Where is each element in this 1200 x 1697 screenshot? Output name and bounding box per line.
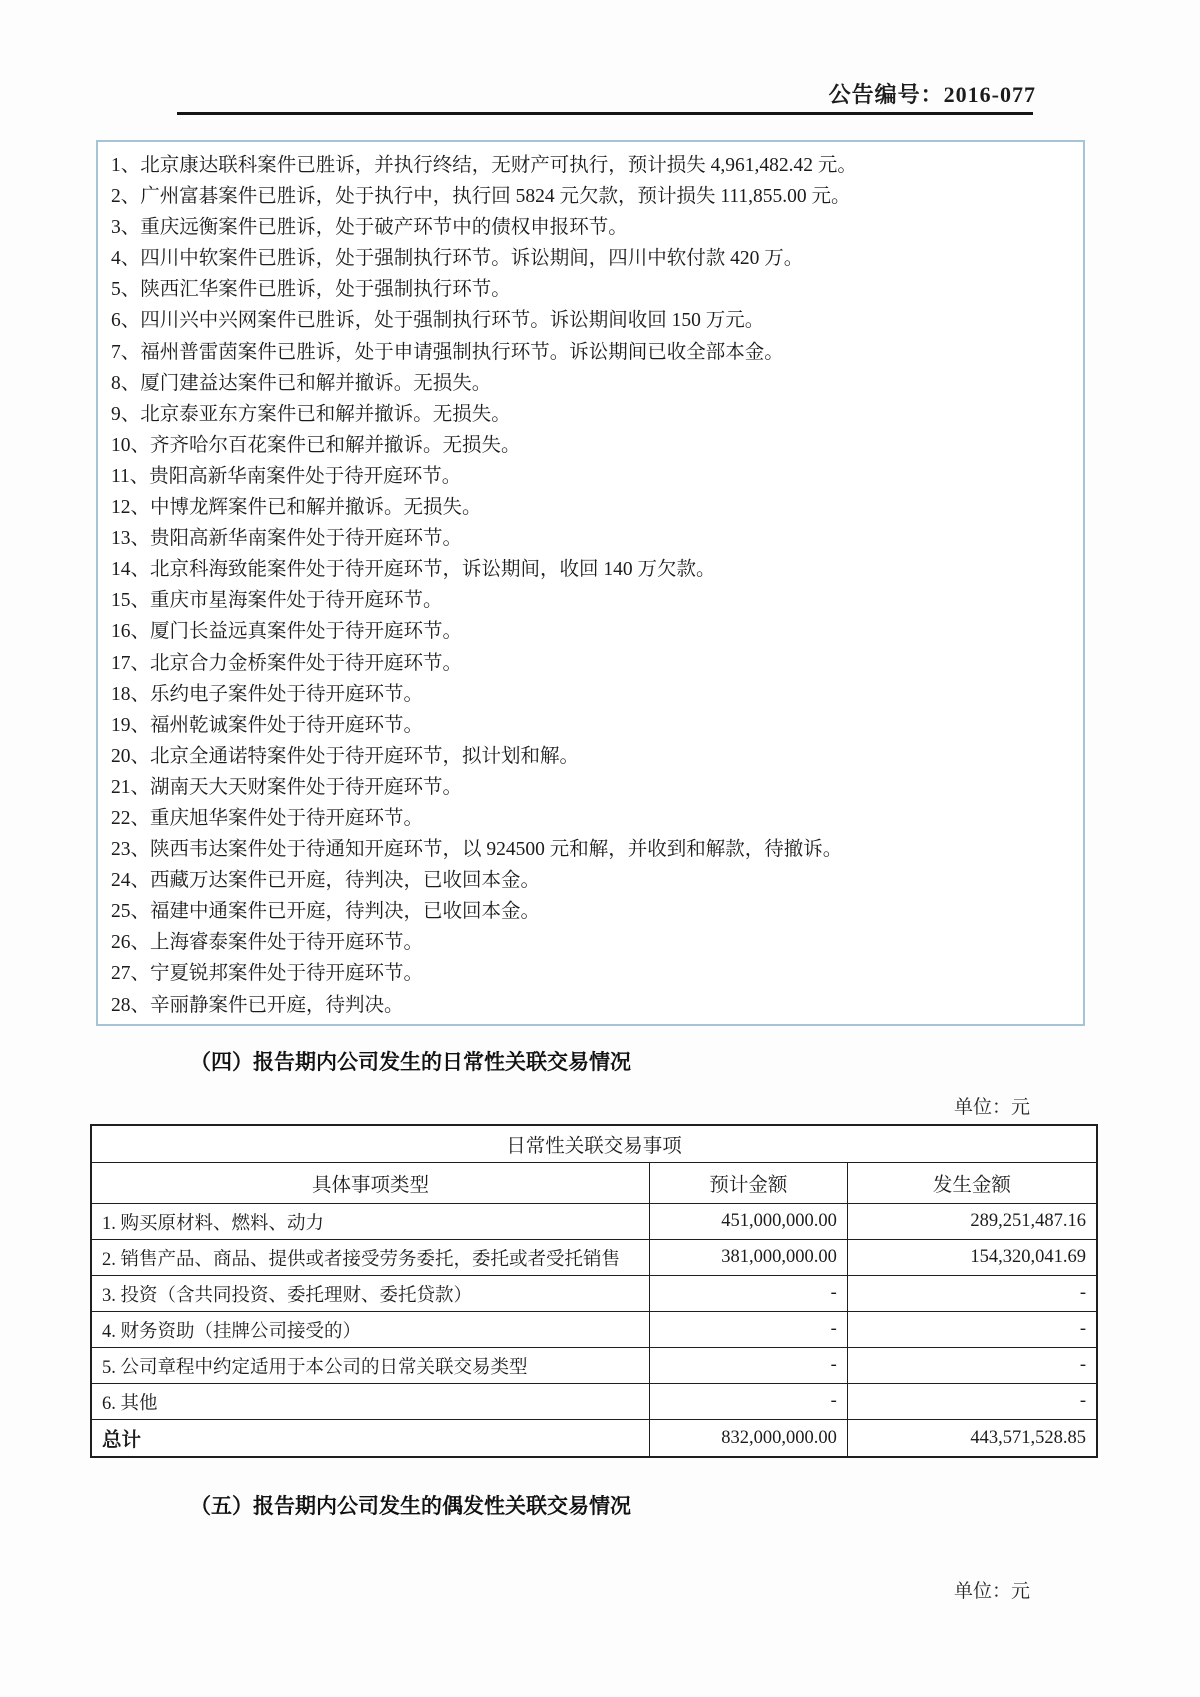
table-row bbox=[91, 1348, 1097, 1384]
table-row bbox=[91, 1276, 1097, 1312]
unit-label-yuan: 单位：元 bbox=[953, 1581, 1030, 1602]
total-label: 总计 bbox=[91, 1420, 650, 1458]
case-list-item: 23、陕西韦达案件处于待通知开庭环节，以 924500 元和解，并收到和解款，待撤诉。 bbox=[111, 839, 843, 861]
case-list-item: 22、重庆旭华案件处于待开庭环节。 bbox=[111, 807, 424, 829]
case-list-item: 9、北京泰亚东方案件已和解并撤诉。无损失。 bbox=[111, 403, 511, 425]
total-actual-amount: 443,571,528.85 bbox=[847, 1420, 1097, 1458]
row-label: 2. 销售产品、商品、提供或者接受劳务委托，委托或者受托销售 bbox=[91, 1240, 650, 1276]
row-forecast-amount: - bbox=[650, 1384, 848, 1420]
case-list-item: 10、齐齐哈尔百花案件已和解并撤诉。无损失。 bbox=[111, 434, 521, 456]
case-list-item: 26、上海睿泰案件处于待开庭环节。 bbox=[111, 932, 424, 954]
table-row bbox=[91, 1312, 1097, 1348]
case-list-item: 2、广州富碁案件已胜诉，处于执行中，执行回 5824 元欠款，预计损失 111,855.00 元。 bbox=[111, 186, 851, 208]
case-list-item: 28、辛丽静案件已开庭，待判决。 bbox=[111, 994, 404, 1016]
announcement-number: 公告编号：2016-077 bbox=[828, 82, 1036, 107]
table-total-row bbox=[91, 1420, 1097, 1458]
case-list-item: 4、四川中软案件已胜诉，处于强制执行环节。诉讼期间，四川中软付款 420 万。 bbox=[111, 248, 804, 270]
row-actual-amount: - bbox=[847, 1384, 1097, 1420]
row-label: 5. 公司章程中约定适用于本公司的日常关联交易类型 bbox=[91, 1348, 650, 1384]
case-list-item: 3、重庆远衡案件已胜诉，处于破产环节中的债权申报环节。 bbox=[111, 217, 628, 239]
table-title: 日常性关联交易事项 bbox=[91, 1125, 1097, 1163]
case-list-item: 16、厦门长益远真案件处于待开庭环节。 bbox=[111, 621, 463, 643]
case-list-item: 20、北京全通诺特案件处于待开庭环节，拟计划和解。 bbox=[111, 745, 580, 767]
header-divider-line bbox=[177, 112, 1033, 115]
case-list-item: 15、重庆市星海案件处于待开庭环节。 bbox=[111, 590, 443, 612]
case-list-item: 1、北京康达联科案件已胜诉，并执行终结，无财产可执行，预计损失 4,961,482.42 元。 bbox=[111, 155, 857, 176]
case-list-item: 17、北京合力金桥案件处于待开庭环节。 bbox=[111, 652, 463, 674]
row-forecast-amount: 451,000,000.00 bbox=[650, 1204, 848, 1240]
section-heading-incidental-related-transactions: （五）报告期内公司发生的偶发性关联交易情况 bbox=[190, 1494, 631, 1518]
row-label: 3. 投资（含共同投资、委托理财、委托贷款） bbox=[91, 1276, 650, 1312]
table-header-row bbox=[91, 1163, 1097, 1204]
case-list-item: 27、宁夏锐邦案件处于待开庭环节。 bbox=[111, 963, 424, 985]
section-heading-daily-related-transactions: （四）报告期内公司发生的日常性关联交易情况 bbox=[190, 1050, 631, 1074]
row-actual-amount: - bbox=[847, 1348, 1097, 1384]
case-list-item: 6、四川兴中兴网案件已胜诉，处于强制执行环节。诉讼期间收回 150 万元。 bbox=[111, 310, 765, 332]
row-actual-amount: - bbox=[847, 1312, 1097, 1348]
total-forecast-amount: 832,000,000.00 bbox=[650, 1420, 848, 1458]
column-header-forecast-amount: 预计金额 bbox=[650, 1163, 848, 1204]
case-list-item: 13、贵阳高新华南案件处于待开庭环节。 bbox=[111, 528, 463, 550]
row-actual-amount: 154,320,041.69 bbox=[847, 1240, 1097, 1276]
unit-label-yuan: 单位：元 bbox=[953, 1097, 1030, 1118]
case-list-item: 8、厦门建益达案件已和解并撤诉。无损失。 bbox=[111, 372, 492, 394]
case-list-item: 24、西藏万达案件已开庭，待判决，已收回本金。 bbox=[111, 870, 541, 892]
row-actual-amount: 289,251,487.16 bbox=[847, 1204, 1097, 1240]
row-forecast-amount: - bbox=[650, 1348, 848, 1384]
case-list-item: 5、陕西汇华案件已胜诉，处于强制执行环节。 bbox=[111, 279, 511, 301]
case-list-item: 18、乐约电子案件处于待开庭环节。 bbox=[111, 683, 424, 705]
row-forecast-amount: - bbox=[650, 1312, 848, 1348]
row-label: 1. 购买原材料、燃料、动力 bbox=[91, 1204, 650, 1240]
case-list-item: 7、福州普雷茵案件已胜诉，处于申请强制执行环节。诉讼期间已收全部本金。 bbox=[111, 341, 784, 363]
case-list-item: 11、贵阳高新华南案件处于待开庭环节。 bbox=[111, 465, 462, 487]
case-list-item: 19、福州乾诚案件处于待开庭环节。 bbox=[111, 714, 424, 736]
column-header-actual-amount: 发生金额 bbox=[847, 1163, 1097, 1204]
row-label: 6. 其他 bbox=[91, 1384, 650, 1420]
case-list-item: 25、福建中通案件已开庭，待判决，已收回本金。 bbox=[111, 901, 541, 923]
row-label: 4. 财务资助（挂牌公司接受的） bbox=[91, 1312, 650, 1348]
table-title-row bbox=[91, 1125, 1097, 1163]
case-list-item: 14、北京科海致能案件处于待开庭环节，诉讼期间，收回 140 万欠款。 bbox=[111, 559, 716, 581]
table-row bbox=[91, 1204, 1097, 1240]
column-header-item-type: 具体事项类型 bbox=[91, 1163, 650, 1204]
row-actual-amount: - bbox=[847, 1276, 1097, 1312]
row-forecast-amount: - bbox=[650, 1276, 848, 1312]
daily-related-transactions-table bbox=[90, 1124, 1098, 1458]
table-row bbox=[91, 1240, 1097, 1276]
case-list-item: 12、中博龙辉案件已和解并撤诉。无损失。 bbox=[111, 497, 482, 519]
table-row bbox=[91, 1384, 1097, 1420]
case-list-item: 21、湖南天大天财案件处于待开庭环节。 bbox=[111, 776, 463, 798]
row-forecast-amount: 381,000,000.00 bbox=[650, 1240, 848, 1276]
case-list-box bbox=[96, 140, 1085, 1026]
